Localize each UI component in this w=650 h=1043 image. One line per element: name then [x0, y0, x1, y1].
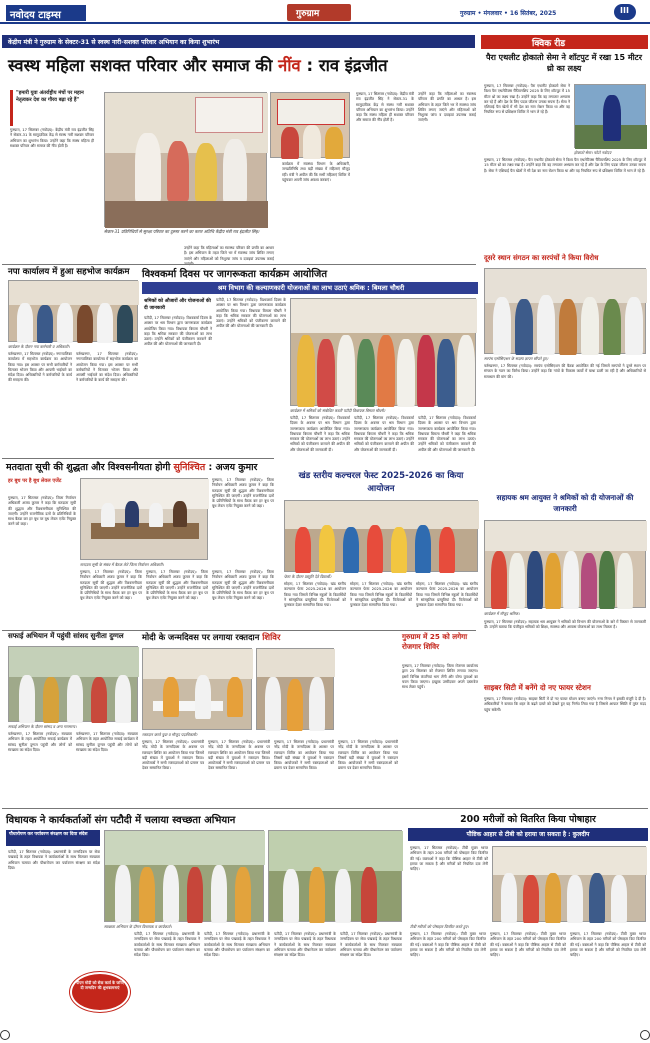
quick-read-label: क्विक रीड: [532, 39, 566, 49]
sangathan-photo: [484, 268, 646, 354]
top-headline-a: स्वस्थ महिला सशक्त परिवार और समाज की: [8, 56, 279, 75]
top-photo: [104, 92, 267, 227]
naba-photo: [8, 280, 138, 342]
matdata-headline: [6, 460, 276, 474]
modi-body-2: गुरुग्राम, 17 सितम्बर (नवोदय): प्रधानमंत्री नरेंद्र मोदी के जन्मदिवस के अवसर पर रक्तदान शिविर का आयोजन किया गया जिसमें बड़ी संख्या में युवाओं ने रक्तदान किया। आयोजकों ने सभी रक्तदाताओं को प्रमाण पत्र देकर सम्मानित किया।: [208, 740, 270, 771]
modi-photo: [142, 648, 252, 730]
matdata-photo: [80, 478, 208, 560]
vidhayak-body-5: पटौदी, 17 सितम्बर (नवोदय): प्रधानमंत्री के जन्मदिवस पर सेवा पखवाड़े के तहत विधायक ने कार्यकर्ताओं के साथ मिलकर स्वच्छता अभियान चलाया और पौधारोपण कर पर्यावरण संरक्षण का संदेश दिया।: [340, 932, 402, 958]
vidhayak-body-4: पटौदी, 17 सितम्बर (नवोदय): प्रधानमंत्री के जन्मदिवस पर सेवा पखवाड़े के तहत विधायक ने कार्यकर्ताओं के साथ मिलकर स्वच्छता अभियान चलाया और पौधारोपण कर पर्यावरण संरक्षण का संदेश दिया।: [274, 932, 336, 958]
vidhayak-body-3: पटौदी, 17 सितम्बर (नवोदय): प्रधानमंत्री के जन्मदिवस पर सेवा पखवाड़े के तहत विधायक ने कार्यकर्ताओं के साथ मिलकर स्वच्छता अभियान चलाया और पौधारोपण कर पर्यावरण संरक्षण का संदेश दिया।: [204, 932, 270, 958]
naba-caption: कार्यक्रम के दौरान नपा कर्मचारी व अधिकारी।: [8, 344, 70, 349]
paper-name: नवोदय टाइम्स: [10, 10, 61, 21]
top-headline-c: : राव इंद्रजीत: [300, 56, 388, 75]
modi-caption: रक्तदान करते युवा व मौजूद पदाधिकारी।: [142, 732, 198, 737]
khand-body-2: सोहना, 17 सितम्बर (नवोदय): खंड स्तरीय कल्चरल फेस्ट 2025-2026 का आयोजन किया गया जिसमें विभिन्न स्कूलों के विद्यार्थियों ने सांस्कृतिक प्रस्तुतियां दीं। विजेताओं को पुरस्कार देकर सम्मानित किया गया।: [350, 582, 412, 608]
naba-body: फर्रुखनगर, 17 सितम्बर (नवोदय): नगरपालिका कार्यालय में सहभोज कार्यक्रम का आयोजन किया गया। इस अवसर पर सभी कर्मचारियों ने मिलकर भोजन किया और आपसी भाईचारे का संदेश दिया। अधिकारियों ने कर्मचारियों के कार्य की सराहना की।: [8, 352, 72, 383]
sahayak-caption: कार्यक्रम में मौजूद श्रमिक।: [484, 611, 520, 616]
sahayak-photo: [484, 520, 646, 608]
vishwa-caption: कार्यक्रम में श्रमिकों को संबोधित करती पटौदी विधायक बिमला चौधरी।: [290, 408, 386, 413]
matdata-caption: मतदाता सूची के संबंध में बैठक लेते जिला निर्वाचन अधिकारी।: [80, 562, 164, 567]
modi-headline-b: शिविर: [262, 632, 281, 642]
top-body-4: गुरुग्राम, 17 सितम्बर (नवोदय): केंद्रीय मंत्री राव इंद्रजीत सिंह ने सेक्टर-31 के सामुदायिक केंद्र से स्वस्थ नारी सशक्त परिवार अभियान का शुभारंभ किया। उन्होंने कहा कि स्वस्थ महिला ही सशक्त परिवार और समाज की नींव होती है।: [356, 92, 414, 123]
matdata-body-4: गुरुग्राम, 17 सितम्बर (नवोदय): जिला निर्वाचन अधिकारी अजय कुमार ने कहा कि मतदाता सूची की शुद्धता और विश्वसनीयता सुनिश्चित की जाएगी। उन्होंने राजनीतिक दलों के प्रतिनिधियों के साथ बैठक कर हर बूथ पर बूथ लेवल एजेंट नियुक्त करने को कहा।: [146, 570, 208, 601]
vishwa-headline: विश्वकर्मा दिवस पर जागरूकता कार्यक्रम आयोजित: [142, 269, 328, 280]
safai-caption: सफाई अभियान के दौरान सांसद व अन्य गणमान्य।: [8, 724, 77, 729]
city-name: गुरुग्राम: [296, 9, 320, 19]
top-body-5: उन्होंने कहा कि महिलाओं का स्वास्थ्य परिवार की प्रगति का आधार है। इस अभियान के तहत जिले भर में स्वास्थ्य जांच शिविर लगाए जाएंगे और महिलाओं को निशुल्क जांच व दवाइयां उपलब्ध कराई जाएंगी।: [418, 92, 476, 123]
safai-headline: सफाई अभियान में पहुंची सांसद सुनीता दुग्गल: [8, 632, 124, 640]
top-photo-2: [270, 92, 350, 158]
page-number-text: III: [620, 6, 629, 15]
dateline: गुरुग्राम • मंगलवार • 16 सितंबर, 2025: [460, 10, 557, 17]
matdata-sub: हर बूथ पर है बूथ लेवल एजेंट: [8, 478, 62, 484]
top-body-3: कार्यक्रम में स्वास्थ्य विभाग के अधिकारी, जनप्रतिनिधि तथा बड़ी संख्या में महिलाएं मौजूद रहीं। मंत्री ने अपील की कि सभी महिलाएं शिविर में पहुंचकर अपनी जांच अवश्य करवाएं।: [282, 162, 350, 182]
modi-headline-a: मोदी के जन्मदिवस पर लगाया रक्तदान: [142, 632, 263, 642]
matdata-body-2: गुरुग्राम, 17 सितम्बर (नवोदय): जिला निर्वाचन अधिकारी अजय कुमार ने कहा कि मतदाता सूची की शुद्धता और विश्वसनीयता सुनिश्चित की जाएगी। उन्होंने राजनीतिक दलों के प्रतिनिधियों के साथ बैठक कर हर बूथ पर बूथ लेवल एजेंट नियुक्त करने को कहा।: [212, 478, 274, 509]
sports-headline: पैरा एथलीट होकातो सेमा ने शॉटपुट में रखा 15 मीटर थ्रो का लक्ष्य: [486, 53, 642, 73]
poshahar-headline: 200 मरीजों को वितरित किया पोषाहार: [460, 814, 596, 825]
athlete-figure: [603, 95, 621, 141]
poshahar-body-4: गुरुग्राम, 17 सितम्बर (नवोदय): टीबी मुक्त भारत अभियान के तहत 200 मरीजों को पोषाहार किट वितरित की गई। वक्ताओं ने कहा कि पौष्टिक आहार से टीबी को हराया जा सकता है और मरीजों को नियमित दवा लेनी चाहिए।: [570, 932, 646, 958]
vidhayak-sub: पौधारोपण कर पर्यावरण संरक्षण का दिया संदेश: [9, 832, 88, 837]
khand-body-3: सोहना, 17 सितम्बर (नवोदय): खंड स्तरीय कल्चरल फेस्ट 2025-2026 का आयोजन किया गया जिसमें विभिन्न स्कूलों के विद्यार्थियों ने सांस्कृतिक प्रस्तुतियां दीं। विजेताओं को पुरस्कार देकर सम्मानित किया गया।: [416, 582, 478, 608]
vishwa-body-5: पटौदी, 17 सितम्बर (नवोदय): विश्वकर्मा दिवस के अवसर पर श्रम विभाग द्वारा जागरूकता कार्यक्रम आयोजित किया गया। विधायक बिमला चौधरी ने कहा कि श्रमिक सरकार की योजनाओं का लाभ उठाएं। उन्होंने श्रमिकों को पंजीकरण करवाने की अपील की और योजनाओं की जानकारी दी।: [418, 416, 476, 452]
poshahar-caption: टीबी मरीजों को पोषाहार वितरित करते हुए।: [410, 924, 469, 929]
sangathan-body: फर्रुखनगर, 17 सितम्बर (नवोदय): सरपंच एसोसिएशन की बैठक आयोजित की गई जिसमें सरपंचों ने दूसरे स्थान पर संगठन के गठन का विरोध किया। उन्होंने कहा कि गांवों के विकास कार्यों में बाधा डाली जा रही है और अधिकारियों से समाधान की मांग की।: [484, 364, 646, 379]
vishwa-banner: श्रम विभाग की कल्याणकारी योजनाओं का लाभ उठाएं श्रमिक : बिमला चौधरी: [217, 284, 405, 292]
khand-body-1: सोहना, 17 सितम्बर (नवोदय): खंड स्तरीय कल्चरल फेस्ट 2025-2026 का आयोजन किया गया जिसमें विभिन्न स्कूलों के विद्यार्थियों ने सांस्कृतिक प्रस्तुतियां दीं। विजेताओं को पुरस्कार देकर सम्मानित किया गया।: [284, 582, 346, 608]
vidhayak-caption: स्वच्छता अभियान के दौरान विधायक व कार्यकर्ता।: [104, 924, 172, 929]
naba-headline: नपा कार्यालय में हुआ सहभोज कार्यक्रम: [8, 267, 130, 277]
top-body-1: गुरुग्राम, 17 सितम्बर (नवोदय): केंद्रीय मंत्री राव इंद्रजीत सिंह ने सेक्टर-31 के सामुदायिक केंद्र से स्वस्थ नारी सशक्त परिवार अभियान का शुभारंभ किया। उन्होंने कहा कि स्वस्थ महिला ही सशक्त परिवार और समाज की नींव होती है।: [10, 128, 94, 148]
poshahar-body-1: गुरुग्राम, 17 सितम्बर (नवोदय): टीबी मुक्त भारत अभियान के तहत 200 मरीजों को पोषाहार किट वितरित की गई। वक्ताओं ने कहा कि पौष्टिक आहार से टीबी को हराया जा सकता है और मरीजों को नियमित दवा लेनी चाहिए।: [410, 846, 488, 872]
modi-body-3: गुरुग्राम, 17 सितम्बर (नवोदय): प्रधानमंत्री नरेंद्र मोदी के जन्मदिवस के अवसर पर रक्तदान शिविर का आयोजन किया गया जिसमें बड़ी संख्या में युवाओं ने रक्तदान किया। आयोजकों ने सभी रक्तदाताओं को प्रमाण पत्र देकर सम्मानित किया।: [274, 740, 334, 771]
sahayak-body: गुरुग्राम, 17 सितम्बर (नवोदय): सहायक श्रम आयुक्त ने श्रमिकों को विभाग की योजनाओं के बारे में विस्तार से जानकारी दी। उन्होंने बताया कि पंजीकृत श्रमिकों को शिक्षा, स्वास्थ्य और आवास योजनाओं का लाभ मिलता है।: [484, 620, 646, 630]
vishwa-body-4: पटौदी, 17 सितम्बर (नवोदय): विश्वकर्मा दिवस के अवसर पर श्रम विभाग द्वारा जागरूकता कार्यक्रम आयोजित किया गया। विधायक बिमला चौधरी ने कहा कि श्रमिक सरकार की योजनाओं का लाभ उठाएं। उन्होंने श्रमिकों को पंजीकरण करवाने की अपील की और योजनाओं की जानकारी दी।: [354, 416, 414, 452]
sports-photo: [574, 84, 646, 148]
modi-body-4: गुरुग्राम, 17 सितम्बर (नवोदय): प्रधानमंत्री नरेंद्र मोदी के जन्मदिवस के अवसर पर रक्तदान शिविर का आयोजन किया गया जिसमें बड़ी संख्या में युवाओं ने रक्तदान किया। आयोजकों ने सभी रक्तदाताओं को प्रमाण पत्र देकर सम्मानित किया।: [338, 740, 398, 771]
top-caption: सेक्टर-31 प्रतिनिधियों से सुरक्षा परिवार का दुरुस्त करने का करार अतिथि केंद्रीय मंत्री राव इंद्रजीत सिंह।: [104, 229, 260, 234]
vishwa-sub: श्रमिकों को औजारों और योजनाओं की दी जानकारी: [144, 299, 211, 311]
vidhayak-body-1: पटौदी, 17 सितम्बर (नवोदय): प्रधानमंत्री के जन्मदिवस पर सेवा पखवाड़े के तहत विधायक ने कार्यकर्ताओं के साथ मिलकर स्वच्छता अभियान चलाया और पौधारोपण कर पर्यावरण संरक्षण का संदेश दिया।: [8, 850, 100, 870]
vidhayak-photo-2: [268, 830, 402, 922]
poshahar-body-3: गुरुग्राम, 17 सितम्बर (नवोदय): टीबी मुक्त भारत अभियान के तहत 200 मरीजों को पोषाहार किट वितरित की गई। वक्ताओं ने कहा कि पौष्टिक आहार से टीबी को हराया जा सकता है और मरीजों को नियमित दवा लेनी चाहिए।: [490, 932, 566, 958]
matdata-headline-a: मतदाता सूची की शुद्धता और विश्वसनीयता होगी: [6, 462, 174, 473]
poshahar-photo: [492, 846, 646, 922]
cyber-headline: साइबर सिटी में बनेंगे दो नए फायर स्टेशन: [484, 683, 591, 692]
poshahar-banner: पौष्टिक आहार से टीबी को हराया जा सकता है : कुलदीप: [466, 831, 590, 838]
khand-photo: [284, 500, 478, 572]
sports-body-2: गुरुग्राम, 17 सितम्बर (नवोदय): पैरा एथलीट होकातो सेमा ने विश्व पैरा एथलेटिक्स चैंपियनशिप 2025 के लिए शॉटपुट में 15 मीटर थ्रो का लक्ष्य रखा है। उन्होंने कहा कि वह लगातार अभ्यास कर रहे हैं और देश के लिए पदक जीतना उनका सपना है। सेमा ने एशियाई पैरा खेलों में भी देश का नाम रोशन किया था और वह नियमित रूप से प्रशिक्षण शिविर में भाग ले रहे हैं।: [484, 158, 646, 173]
matdata-headline-c: : अजय कुमार: [205, 462, 258, 473]
sahayak-headline: सहायक श्रम आयुक्त ने श्रमिकों को दी योजनाओं की जानकारी: [496, 493, 634, 513]
top-headline: [8, 52, 476, 82]
modi-headline: [142, 632, 334, 646]
rojgar-body: गुरुग्राम, 17 सितम्बर (नवोदय): जिला रोजगार कार्यालय द्वारा 25 सितम्बर को रोजगार शिविर लगाया जाएगा। इसमें विभिन्न कंपनियां भाग लेंगी और योग्य युवाओं का चयन किया जाएगा। इच्छुक उम्मीदवार अपने दस्तावेज साथ लेकर पहुंचें।: [402, 664, 478, 690]
pullquote-box: [10, 90, 94, 126]
modi-photo-2: [256, 648, 334, 730]
naba-body-2: फर्रुखनगर, 17 सितम्बर (नवोदय): नगरपालिका कार्यालय में सहभोज कार्यक्रम का आयोजन किया गया। इस अवसर पर सभी कर्मचारियों ने मिलकर भोजन किया और आपसी भाईचारे का संदेश दिया। अधिकारियों ने कर्मचारियों के कार्य की सराहना की।: [76, 352, 138, 383]
top-body-2: उन्होंने कहा कि महिलाओं का स्वास्थ्य परिवार की प्रगति का आधार है। इस अभियान के तहत जिले भर में स्वास्थ्य जांच शिविर लगाए जाएंगे और महिलाओं को निशुल्क जांच व दवाइयां उपलब्ध कराई: [184, 246, 274, 261]
matdata-body-5: गुरुग्राम, 17 सितम्बर (नवोदय): जिला निर्वाचन अधिकारी अजय कुमार ने कहा कि मतदाता सूची की शुद्धता और विश्वसनीयता सुनिश्चित की जाएगी। उन्होंने राजनीतिक दलों के प्रतिनिधियों के साथ बैठक कर हर बूथ पर बूथ लेवल एजेंट नियुक्त करने को कहा।: [212, 570, 274, 601]
khand-headline: खंड स्तरीय कल्चरल फेस्ट 2025-2026 का किया आयोजन: [298, 471, 464, 494]
registration-mark-icon: [640, 1030, 650, 1040]
vidhayak-callout: [70, 972, 130, 1012]
safai-photo: [8, 646, 138, 722]
pullquote: "हमारी युवा अंतर्राष्ट्रीय मंचों पर महान नेतृत्वकर देश का गौरव बढ़ा रहे हैं": [16, 90, 84, 103]
vishwa-body-3: पटौदी, 17 सितम्बर (नवोदय): विश्वकर्मा दिवस के अवसर पर श्रम विभाग द्वारा जागरूकता कार्यक्रम आयोजित किया गया। विधायक बिमला चौधरी ने कहा कि श्रमिक सरकार की योजनाओं का लाभ उठाएं। उन्होंने श्रमिकों को पंजीकरण करवाने की अपील की और योजनाओं की जानकारी दी।: [290, 416, 350, 452]
top-kicker: केंद्रीय मंत्री ने गुरुग्राम के सेक्टर-31 से स्वस्थ नारी-सशक्त परिवार अभियान का किया शुभारंभ: [8, 39, 220, 46]
sangathan-caption: सरपंच एसोसिएशन के सदस्य ज्ञापन सौंपते हुए।: [484, 356, 549, 361]
safai-body: फर्रुखनगर, 17 सितम्बर (नवोदय): स्वच्छता अभियान के तहत आयोजित सफाई कार्यक्रम में सांसद सुनीता दुग्गल पहुंची और लोगों को स्वच्छता का संदेश दिया।: [8, 732, 72, 752]
vishwa-body-2: पटौदी, 17 सितम्बर (नवोदय): विश्वकर्मा दिवस के अवसर पर श्रम विभाग द्वारा जागरूकता कार्यक्रम आयोजित किया गया। विधायक बिमला चौधरी ने कहा कि श्रमिक सरकार की योजनाओं का लाभ उठाएं। उन्होंने श्रमिकों को पंजीकरण करवाने की अपील की और योजनाओं की जानकारी दी।: [216, 298, 286, 329]
rojgar-headline: गुरुग्राम में 25 को लगेगा रोजगार शिविर: [402, 632, 468, 651]
vishwa-body-1: पटौदी, 17 सितम्बर (नवोदय): विश्वकर्मा दिवस के अवसर पर श्रम विभाग द्वारा जागरूकता कार्यक्रम आयोजित किया गया। विधायक बिमला चौधरी ने कहा कि श्रमिक सरकार की योजनाओं का लाभ उठाएं। उन्होंने श्रमिकों को पंजीकरण करवाने की अपील की और योजनाओं की जानकारी दी।: [144, 316, 212, 347]
modi-body-1: गुरुग्राम, 17 सितम्बर (नवोदय): प्रधानमंत्री नरेंद्र मोदी के जन्मदिवस के अवसर पर रक्तदान शिविर का आयोजन किया गया जिसमें बड़ी संख्या में युवाओं ने रक्तदान किया। आयोजकों ने सभी रक्तदाताओं को प्रमाण पत्र देकर सम्मानित किया।: [142, 740, 204, 771]
matdata-body-3: गुरुग्राम, 17 सितम्बर (नवोदय): जिला निर्वाचन अधिकारी अजय कुमार ने कहा कि मतदाता सूची की शुद्धता और विश्वसनीयता सुनिश्चित की जाएगी। उन्होंने राजनीतिक दलों के प्रतिनिधियों के साथ बैठक कर हर बूथ पर बूथ लेवल एजेंट नियुक्त करने को कहा।: [80, 570, 142, 601]
sports-caption: होकातो सेमा। फोटो नवोदय: [574, 150, 612, 155]
vidhayak-body-2: पटौदी, 17 सितम्बर (नवोदय): प्रधानमंत्री के जन्मदिवस पर सेवा पखवाड़े के तहत विधायक ने कार्यकर्ताओं के साथ मिलकर स्वच्छता अभियान चलाया और पौधारोपण कर पर्यावरण संरक्षण का संदेश दिया।: [134, 932, 200, 958]
top-headline-b: नींव: [278, 56, 301, 75]
matdata-headline-b: सुनिश्चित: [173, 462, 206, 473]
khand-caption: फेस्ट के दौरान प्रस्तुति देते विद्यार्थी।: [284, 574, 332, 579]
poshahar-body-2: गुरुग्राम, 17 सितम्बर (नवोदय): टीबी मुक्त भारत अभियान के तहत 200 मरीजों को पोषाहार किट वितरित की गई। वक्ताओं ने कहा कि पौष्टिक आहार से टीबी को हराया जा सकता है और मरीजों को नियमित दवा लेनी चाहिए।: [410, 932, 486, 958]
vidhayak-headline: विधायक ने कार्यकर्ताओं संग पटौदी में चलाया स्वच्छता अभियान: [6, 815, 236, 826]
speaker-figure: [135, 133, 161, 203]
vishwa-photo: [290, 298, 476, 406]
matdata-body-1: गुरुग्राम, 17 सितम्बर (नवोदय): जिला निर्वाचन अधिकारी अजय कुमार ने कहा कि मतदाता सूची की शुद्धता और विश्वसनीयता सुनिश्चित की जाएगी। उन्होंने राजनीतिक दलों के प्रतिनिधियों के साथ बैठक कर हर बूथ पर बूथ लेवल एजेंट नियुक्त करने को कहा।: [8, 496, 76, 527]
sangathan-headline: दूसरे स्थान संगठन का सरपंचों ने किया विरोध: [484, 254, 599, 262]
cyber-body: गुरुग्राम, 17 सितम्बर (नवोदय): साइबर सिटी में दो नए फायर स्टेशन बनाए जाएंगे। नगर निगम ने इसकी मंजूरी दे दी है। अधिकारियों ने बताया कि शहर के बढ़ते दायरे को देखते हुए यह निर्णय लिया गया है जिससे आपात स्थिति में तुरंत मदद पहुंच सकेगी।: [484, 697, 646, 712]
vidhayak-photo: [104, 830, 264, 922]
safai-body-2: फर्रुखनगर, 17 सितम्बर (नवोदय): स्वच्छता अभियान के तहत आयोजित सफाई कार्यक्रम में सांसद सुनीता दुग्गल पहुंची और लोगों को स्वच्छता का संदेश दिया।: [76, 732, 138, 752]
registration-mark-icon: [0, 1030, 10, 1040]
sports-body-1: गुरुग्राम, 17 सितम्बर (नवोदय): पैरा एथलीट होकातो सेमा ने विश्व पैरा एथलेटिक्स चैंपियनशिप 2025 के लिए शॉटपुट में 15 मीटर थ्रो का लक्ष्य रखा है। उन्होंने कहा कि वह लगातार अभ्यास कर रहे हैं और देश के लिए पदक जीतना उनका सपना है। सेमा ने एशियाई पैरा खेलों में भी देश का नाम रोशन किया था और वह नियमित रूप से प्रशिक्षण शिविर में भाग ले रहे हैं।: [484, 84, 570, 115]
vidhayak-callout-text: पीएम मोदी को सेवा कार्य के जरिए दी जन्मदिन की शुभकामनाएं: [76, 980, 124, 990]
